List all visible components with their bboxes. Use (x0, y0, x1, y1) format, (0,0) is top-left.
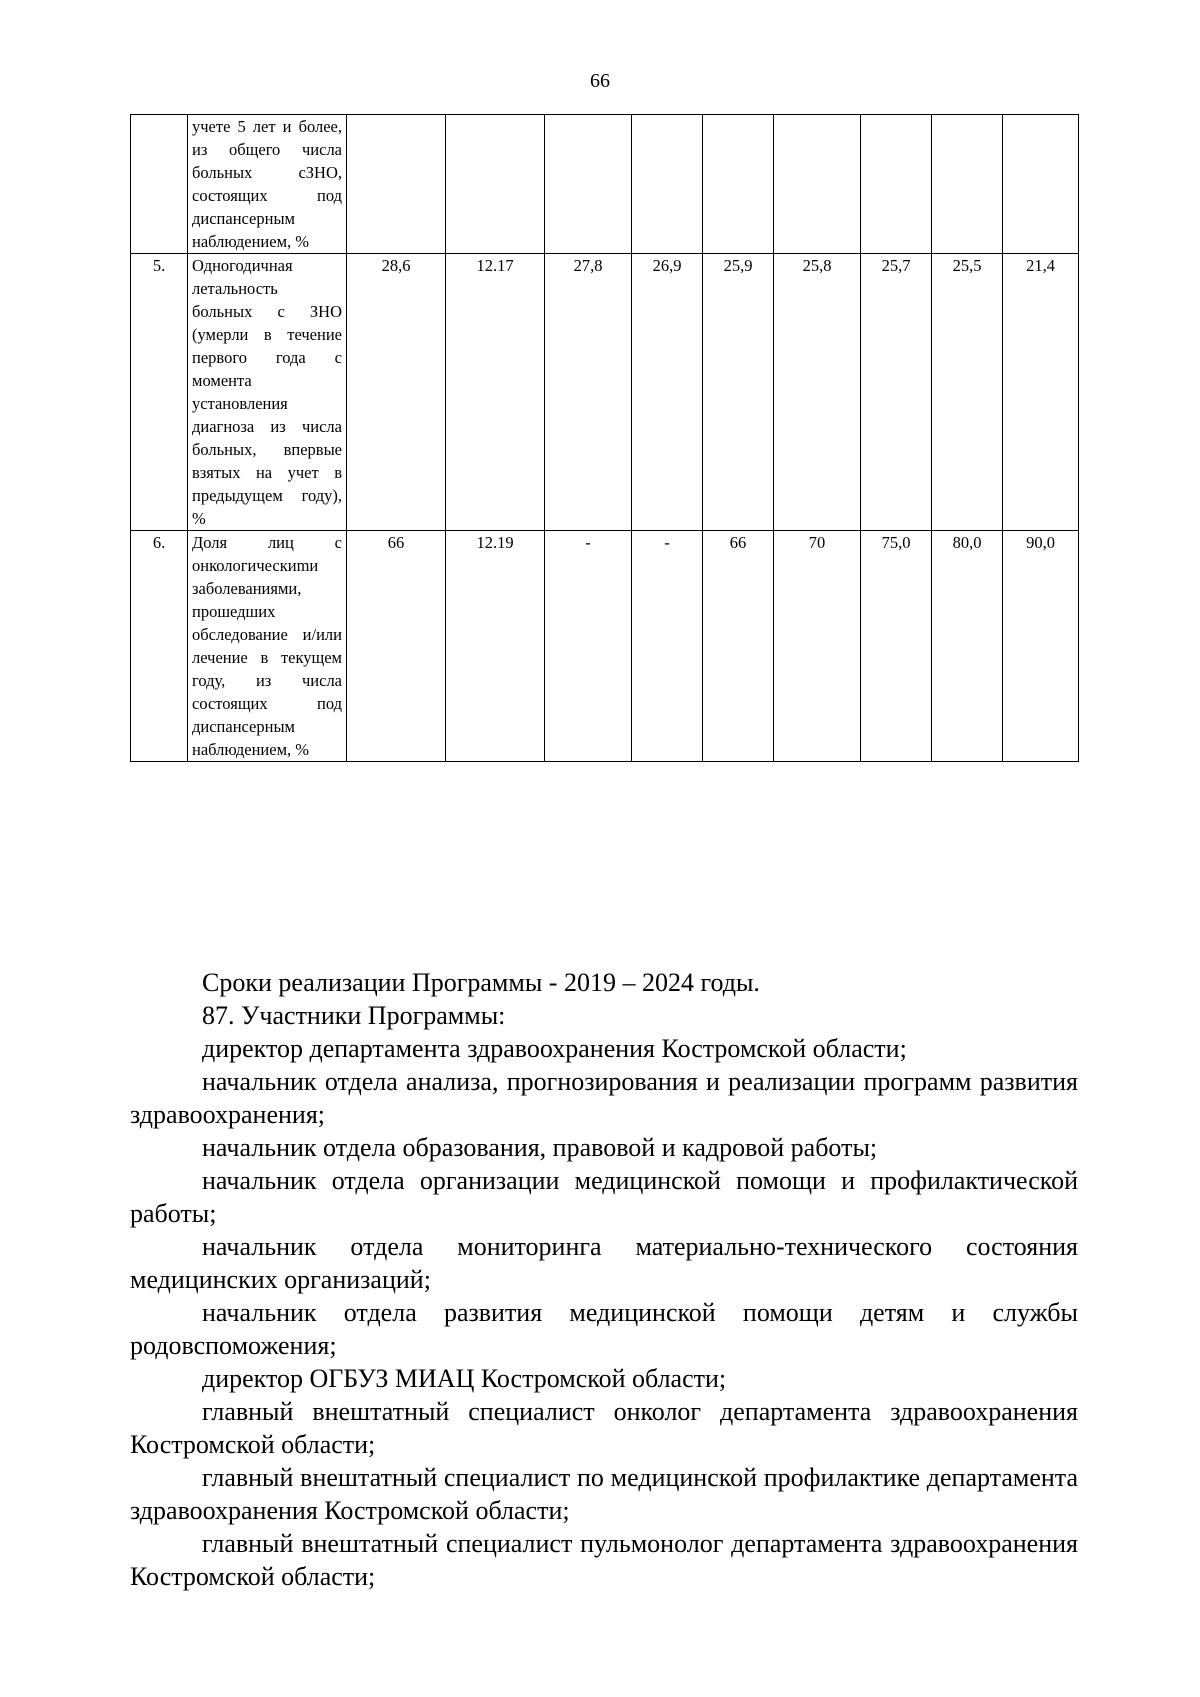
value-cell (632, 115, 703, 254)
participant-item: начальник отдела образования, правовой и кадровой работы; (202, 1133, 878, 1162)
row-number (131, 115, 188, 254)
participant-item: начальник отдела организации медицинской помощи и профилактической работы; (130, 1166, 1078, 1228)
indicator-name: Доля лиц с онкологическиmи заболеваниями, прошедших обследование и/или лечение в текущем году, из числа состоящих под диспансерным наблюдением, % (188, 531, 347, 762)
value-cell: 27,8 (545, 254, 632, 531)
value-cell: 66 (703, 531, 774, 762)
value-cell (703, 115, 774, 254)
value-cell (932, 115, 1003, 254)
value-cell: 25,7 (861, 254, 932, 531)
value-cell (774, 115, 861, 254)
participant-item: главный внештатный специалист онколог департамента здравоохранения Костромской области; (130, 1397, 1078, 1459)
indicators-table (130, 114, 1079, 762)
value-cell: 26,9 (632, 254, 703, 531)
table-row (131, 254, 1079, 531)
row-number: 5. (131, 254, 188, 531)
value-cell (347, 115, 446, 254)
value-cell: 25,8 (774, 254, 861, 531)
value-cell (446, 115, 545, 254)
value-cell (861, 115, 932, 254)
value-cell: 12.19 (446, 531, 545, 762)
value-cell: 25,5 (932, 254, 1003, 531)
table-row (131, 115, 1079, 254)
value-cell: 21,4 (1003, 254, 1079, 531)
participant-item: начальник отдела анализа, прогнозирования и реализации программ развития здравоохранения; (130, 1067, 1078, 1129)
value-cell: 66 (347, 531, 446, 762)
participant-item: директор ОГБУЗ МИАЦ Костромской области; (202, 1364, 727, 1393)
program-timeline: Сроки реализации Программы - 2019 – 2024 годы. (202, 968, 760, 997)
table-row (131, 531, 1079, 762)
program-participants-text (130, 966, 1078, 1593)
value-cell: 90,0 (1003, 531, 1079, 762)
value-cell: 28,6 (347, 254, 446, 531)
page-number: 66 (590, 70, 610, 92)
value-cell: 80,0 (932, 531, 1003, 762)
value-cell: 25,9 (703, 254, 774, 531)
value-cell: 70 (774, 531, 861, 762)
participant-item: главный внештатный специалист пульмонолог департамента здравоохранения Костромской области; (130, 1529, 1078, 1591)
indicator-name: учете 5 лет и более, из общего числа больных сЗНО, состоящих под диспансерным наблюдением, % (188, 115, 347, 254)
participant-item: начальник отдела мониторинга материально-технического состояния медицинских организаций; (130, 1232, 1078, 1294)
row-number: 6. (131, 531, 188, 762)
value-cell: - (545, 531, 632, 762)
value-cell: - (632, 531, 703, 762)
value-cell: 12.17 (446, 254, 545, 531)
value-cell: 75,0 (861, 531, 932, 762)
value-cell (545, 115, 632, 254)
indicator-name: Одногодичная летальность больных с ЗНО (умерли в течение первого года с момента установления диагноза из числа больных, впервые взятых на учет в предыдущем году), % (188, 254, 347, 531)
participant-item: директор департамента здравоохранения Костромской области; (202, 1034, 907, 1063)
participant-item: главный внештатный специалист по медицинской профилактике департамента здравоохранения Костромской области; (130, 1463, 1078, 1525)
section-heading: 87. Участники Программы: (202, 1001, 506, 1030)
value-cell (1003, 115, 1079, 254)
participant-item: начальник отдела развития медицинской помощи детям и службы родовспоможения; (130, 1298, 1078, 1360)
